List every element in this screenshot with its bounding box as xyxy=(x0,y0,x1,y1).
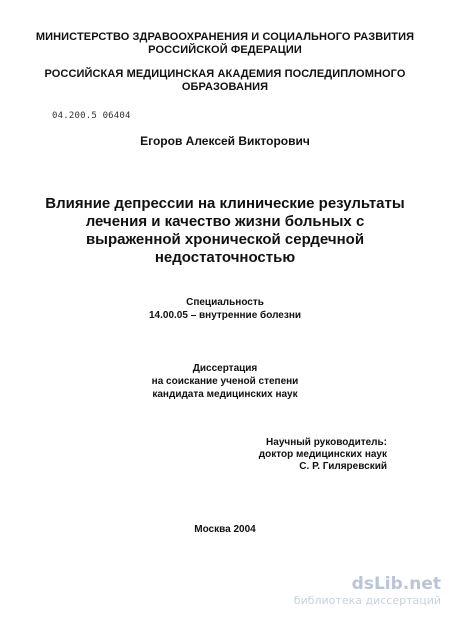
specialty-label: Специальность xyxy=(186,297,264,308)
title-line-1: Влияние депрессии на клинические результаты xyxy=(45,195,405,212)
specialty-block xyxy=(0,296,450,322)
dissertation-title xyxy=(0,195,450,267)
dissertation-line-3: кандидата медицинских наук xyxy=(152,389,298,400)
academy-line-1: РОССИЙСКАЯ МЕДИЦИНСКАЯ АКАДЕМИЯ ПОСЛЕДИПЛОМНОГО xyxy=(44,68,406,80)
supervisor-line-1: Научный руководитель: xyxy=(266,437,387,448)
ministry-header xyxy=(0,31,450,57)
supervisor-block xyxy=(259,437,387,473)
dissertation-line-1: Диссертация xyxy=(192,363,258,374)
city-year: Москва 2004 xyxy=(194,524,256,535)
academy-header xyxy=(0,68,450,94)
title-line-4: недостаточностью xyxy=(154,249,296,266)
ministry-line-1: МИНИСТЕРСТВО ЗДРАВООХРАНЕНИЯ И СОЦИАЛЬНОГО РАЗВИТИЯ xyxy=(35,31,415,43)
watermark-logo: dsLib.net xyxy=(351,574,441,594)
specialty-value: 14.00.05 – внутренние болезни xyxy=(148,310,302,321)
dissertation-line-2: на соискание ученой степени xyxy=(151,376,299,387)
watermark-subtitle: библиотека диссертаций xyxy=(293,594,441,607)
author-name: Егоров Алексей Викторович xyxy=(140,134,310,148)
watermark xyxy=(294,575,441,608)
ministry-line-2: РОССИЙСКОЙ ФЕДЕРАЦИИ xyxy=(148,44,302,56)
title-line-3: выраженной хронической сердечной xyxy=(85,231,365,248)
academy-line-2: ОБРАЗОВАНИЯ xyxy=(181,81,269,93)
dissertation-block xyxy=(0,362,450,401)
supervisor-line-2: доктор медицинских наук xyxy=(258,449,387,460)
supervisor-line-3: С. Р. Гиляревский xyxy=(299,461,387,472)
registration-stamp: 04.200.5 06404 xyxy=(52,111,131,121)
title-line-2: лечения и качество жизни больных с xyxy=(85,213,365,230)
